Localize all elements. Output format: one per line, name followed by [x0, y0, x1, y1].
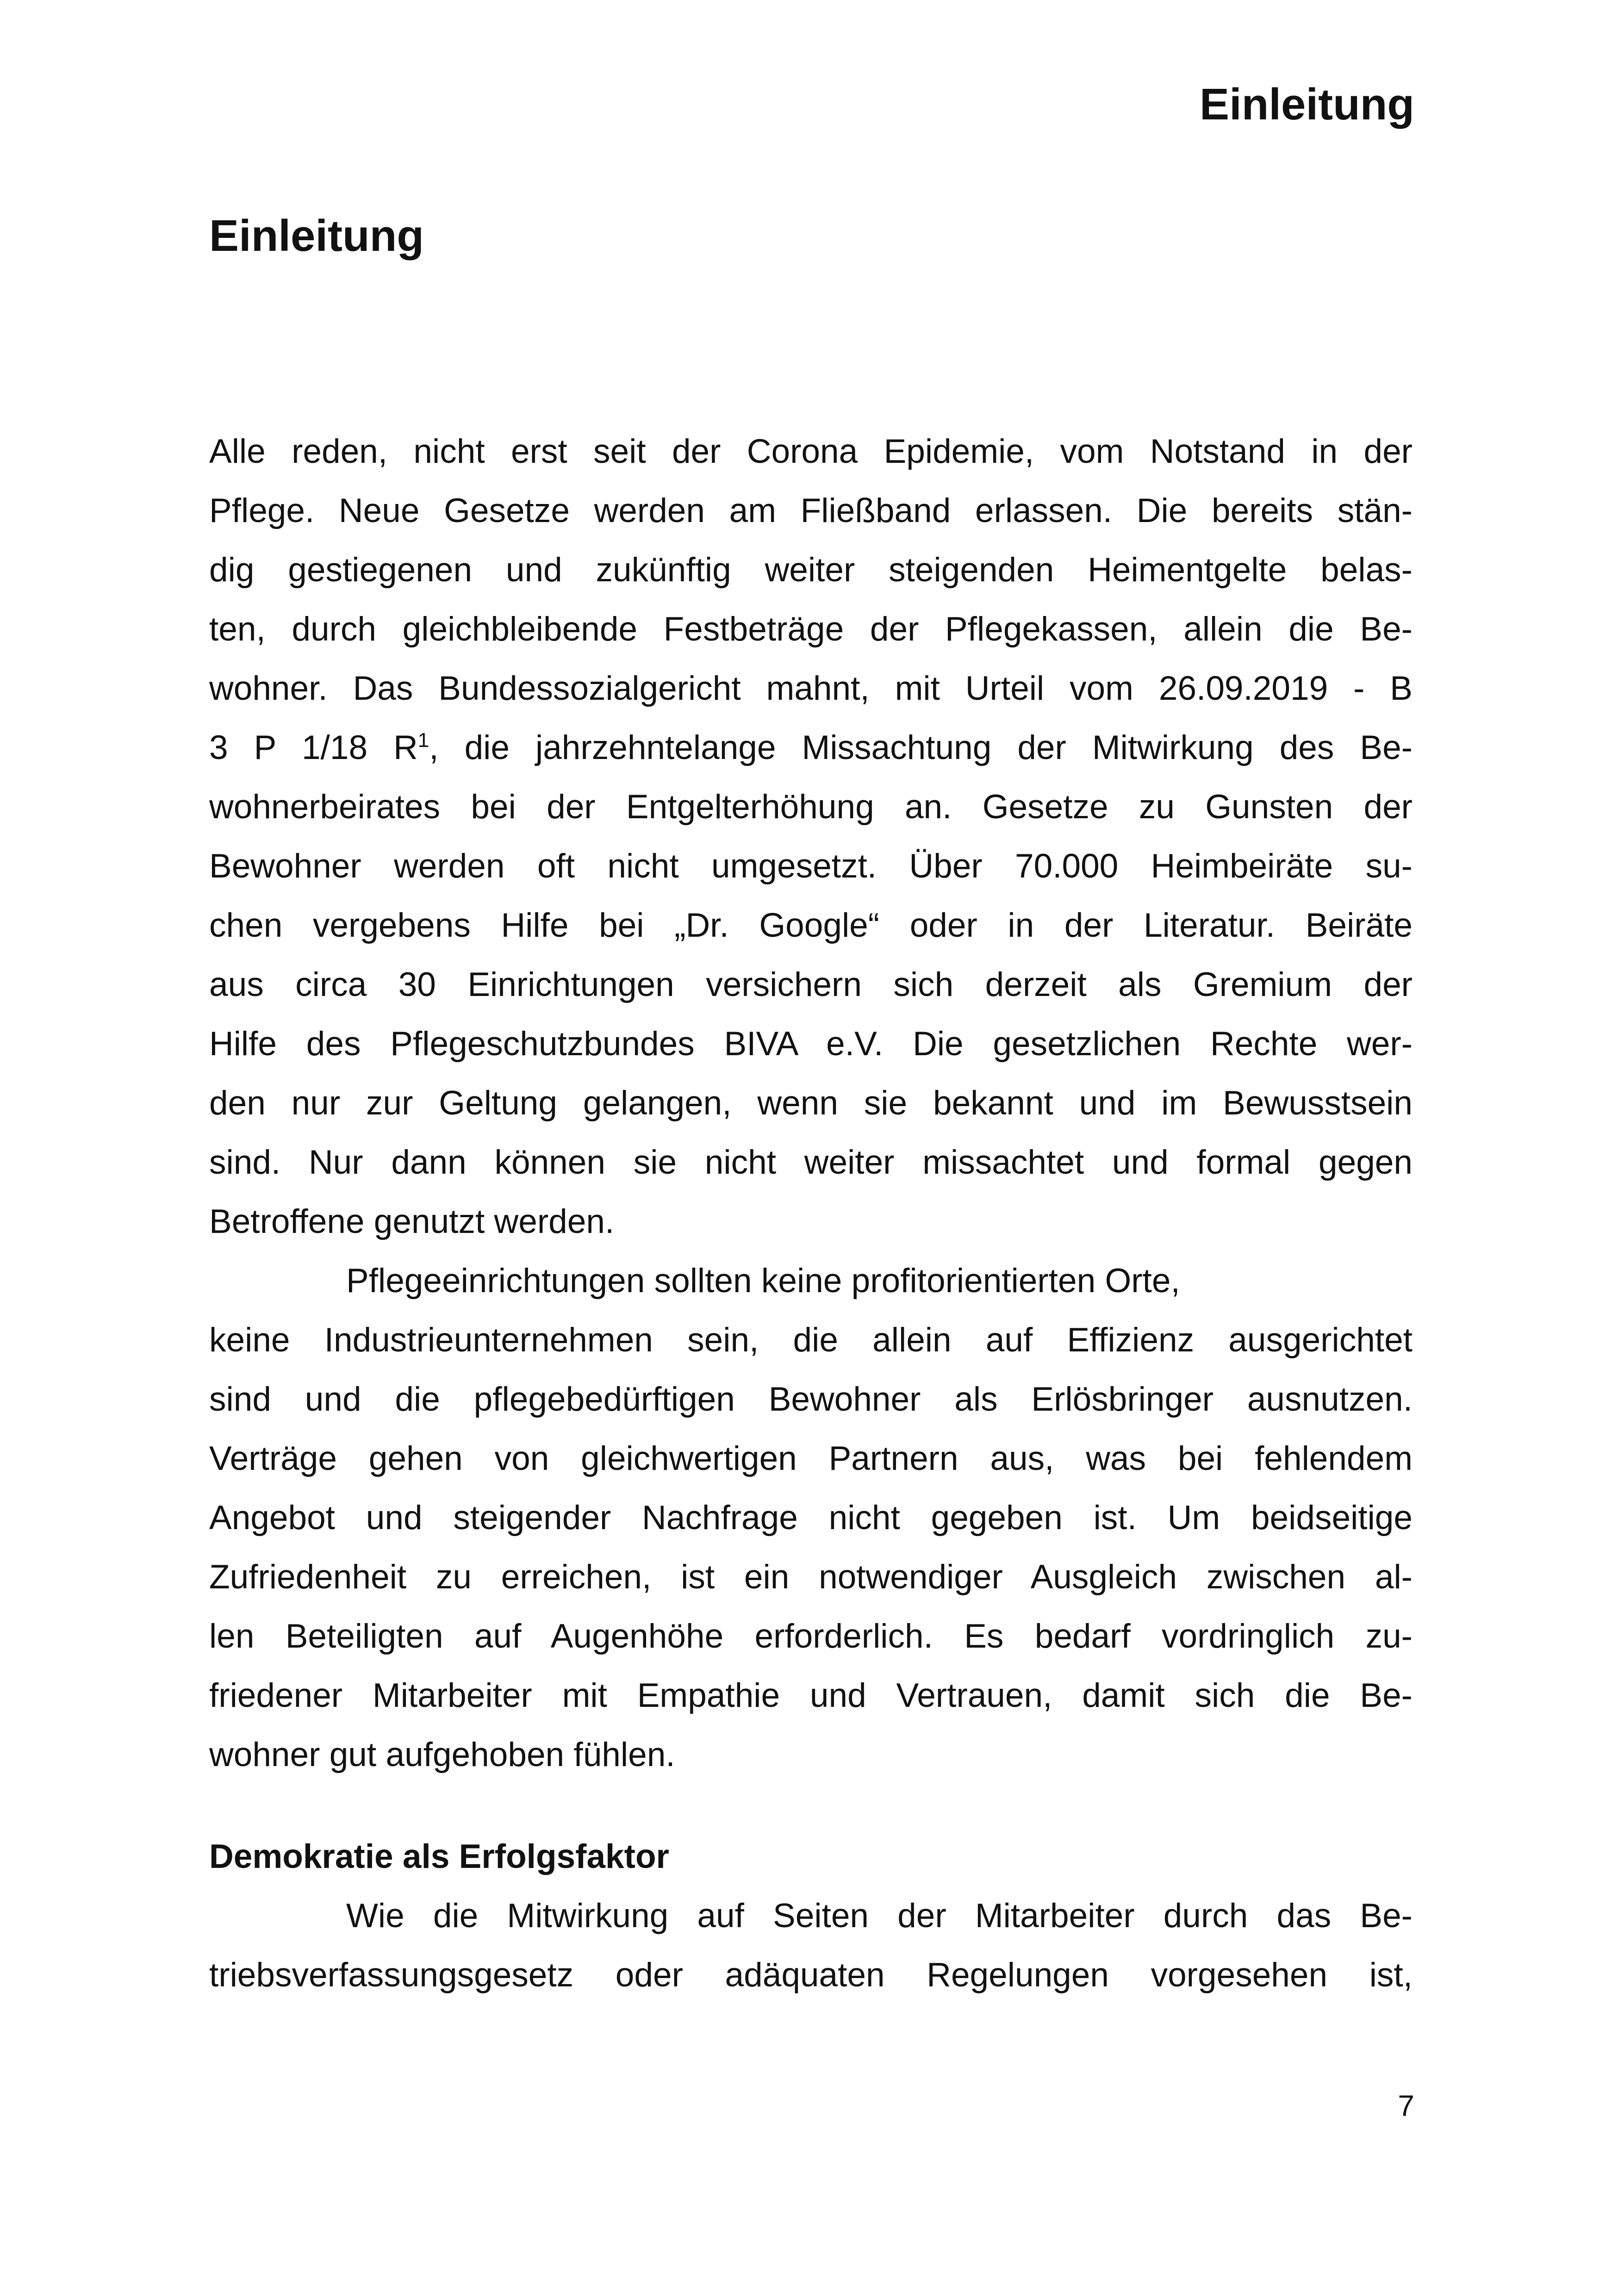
text-line: wohner. Das Bundessozialgericht mahnt, mit Urteil vom 26.09.2019 - B — [209, 670, 1413, 707]
text-line: Pflege. Neue Gesetze werden am Fließband erlassen. Die bereits stän- — [209, 492, 1413, 529]
paragraph-intro — [209, 422, 1413, 1251]
text-line: den nur zur Geltung gelangen, wenn sie bekannt und im Bewusstsein — [209, 1084, 1413, 1122]
text-line: Alle reden, nicht erst seit der Corona Epidemie, vom Notstand in der — [209, 433, 1413, 470]
text-line: wohnerbeirates bei der Entgelterhöhung an. Gesetze zu Gunsten der — [209, 788, 1413, 826]
text-line: aus circa 30 Einrichtungen versichern sich derzeit als Gremium der — [209, 966, 1413, 1003]
text-line: len Beteiligten auf Augenhöhe erforderlich. Es bedarf vordringlich zu- — [209, 1618, 1413, 1655]
page-number: 7 — [1398, 2089, 1414, 2122]
text-line: Bewohner werden oft nicht umgesetzt. Über 70.000 Heimbeiräte su- — [209, 847, 1413, 885]
paragraph-democracy — [209, 1886, 1413, 2005]
section-heading: Demokratie als Erfolgsfaktor — [209, 1838, 669, 1875]
text-line: Pflegeeinrichtungen sollten keine profitorientierten Orte, — [346, 1262, 1180, 1300]
chapter-title: Einleitung — [209, 211, 424, 261]
text-line: ten, durch gleichbleibende Festbeträge der Pflegekassen, allein die Be- — [209, 610, 1413, 648]
paragraph-care-facilities — [209, 1251, 1413, 1785]
text-line: Verträge gehen von gleichwertigen Partnern aus, was bei fehlendem — [209, 1440, 1413, 1477]
text-line: triebsverfassungsgesetz oder adäquaten Regelungen vorgesehen ist, — [209, 1956, 1413, 1994]
footnote-mark[interactable]: 1 — [417, 729, 429, 752]
text-line: Angebot und steigender Nachfrage nicht gegeben ist. Um beidseitige — [209, 1499, 1413, 1537]
text-line: keine Industrieunternehmen sein, die allein auf Effizienz ausgerichtet — [209, 1321, 1413, 1359]
text-line: Zufriedenheit zu erreichen, ist ein notwendiger Ausgleich zwischen al- — [209, 1558, 1413, 1596]
text-line: Betroffene genutzt werden. — [209, 1203, 615, 1240]
running-header: Einleitung — [1200, 80, 1414, 129]
text-line: sind. Nur dann können sie nicht weiter missachtet und formal gegen — [209, 1144, 1413, 1181]
text-line: dig gestiegenen und zukünftig weiter steigenden Heimentgelte belas- — [209, 551, 1413, 589]
text-line: Hilfe des Pflegeschutzbundes BIVA e.V. Die gesetzlichen Rechte wer- — [209, 1025, 1413, 1063]
text-segment: 3 P 1/18 R — [209, 729, 418, 766]
text-line-with-footnote — [209, 718, 1413, 778]
text-line: wohner gut aufgehoben fühlen. — [209, 1736, 675, 1773]
body-text — [209, 422, 1413, 2005]
text-line: friedener Mitarbeiter mit Empathie und Vertrauen, damit sich die Be- — [209, 1677, 1413, 1714]
text-segment: , die jahrzehntelange Missachtung der Mitwirkung des Be- — [429, 729, 1413, 766]
text-line: chen vergebens Hilfe bei „Dr. Google“ oder in der Literatur. Beiräte — [209, 907, 1413, 944]
text-line: sind und die pflegebedürftigen Bewohner als Erlösbringer ausnutzen. — [209, 1381, 1413, 1418]
text-line: Wie die Mitwirkung auf Seiten der Mitarbeiter durch das Be- — [346, 1897, 1413, 1935]
